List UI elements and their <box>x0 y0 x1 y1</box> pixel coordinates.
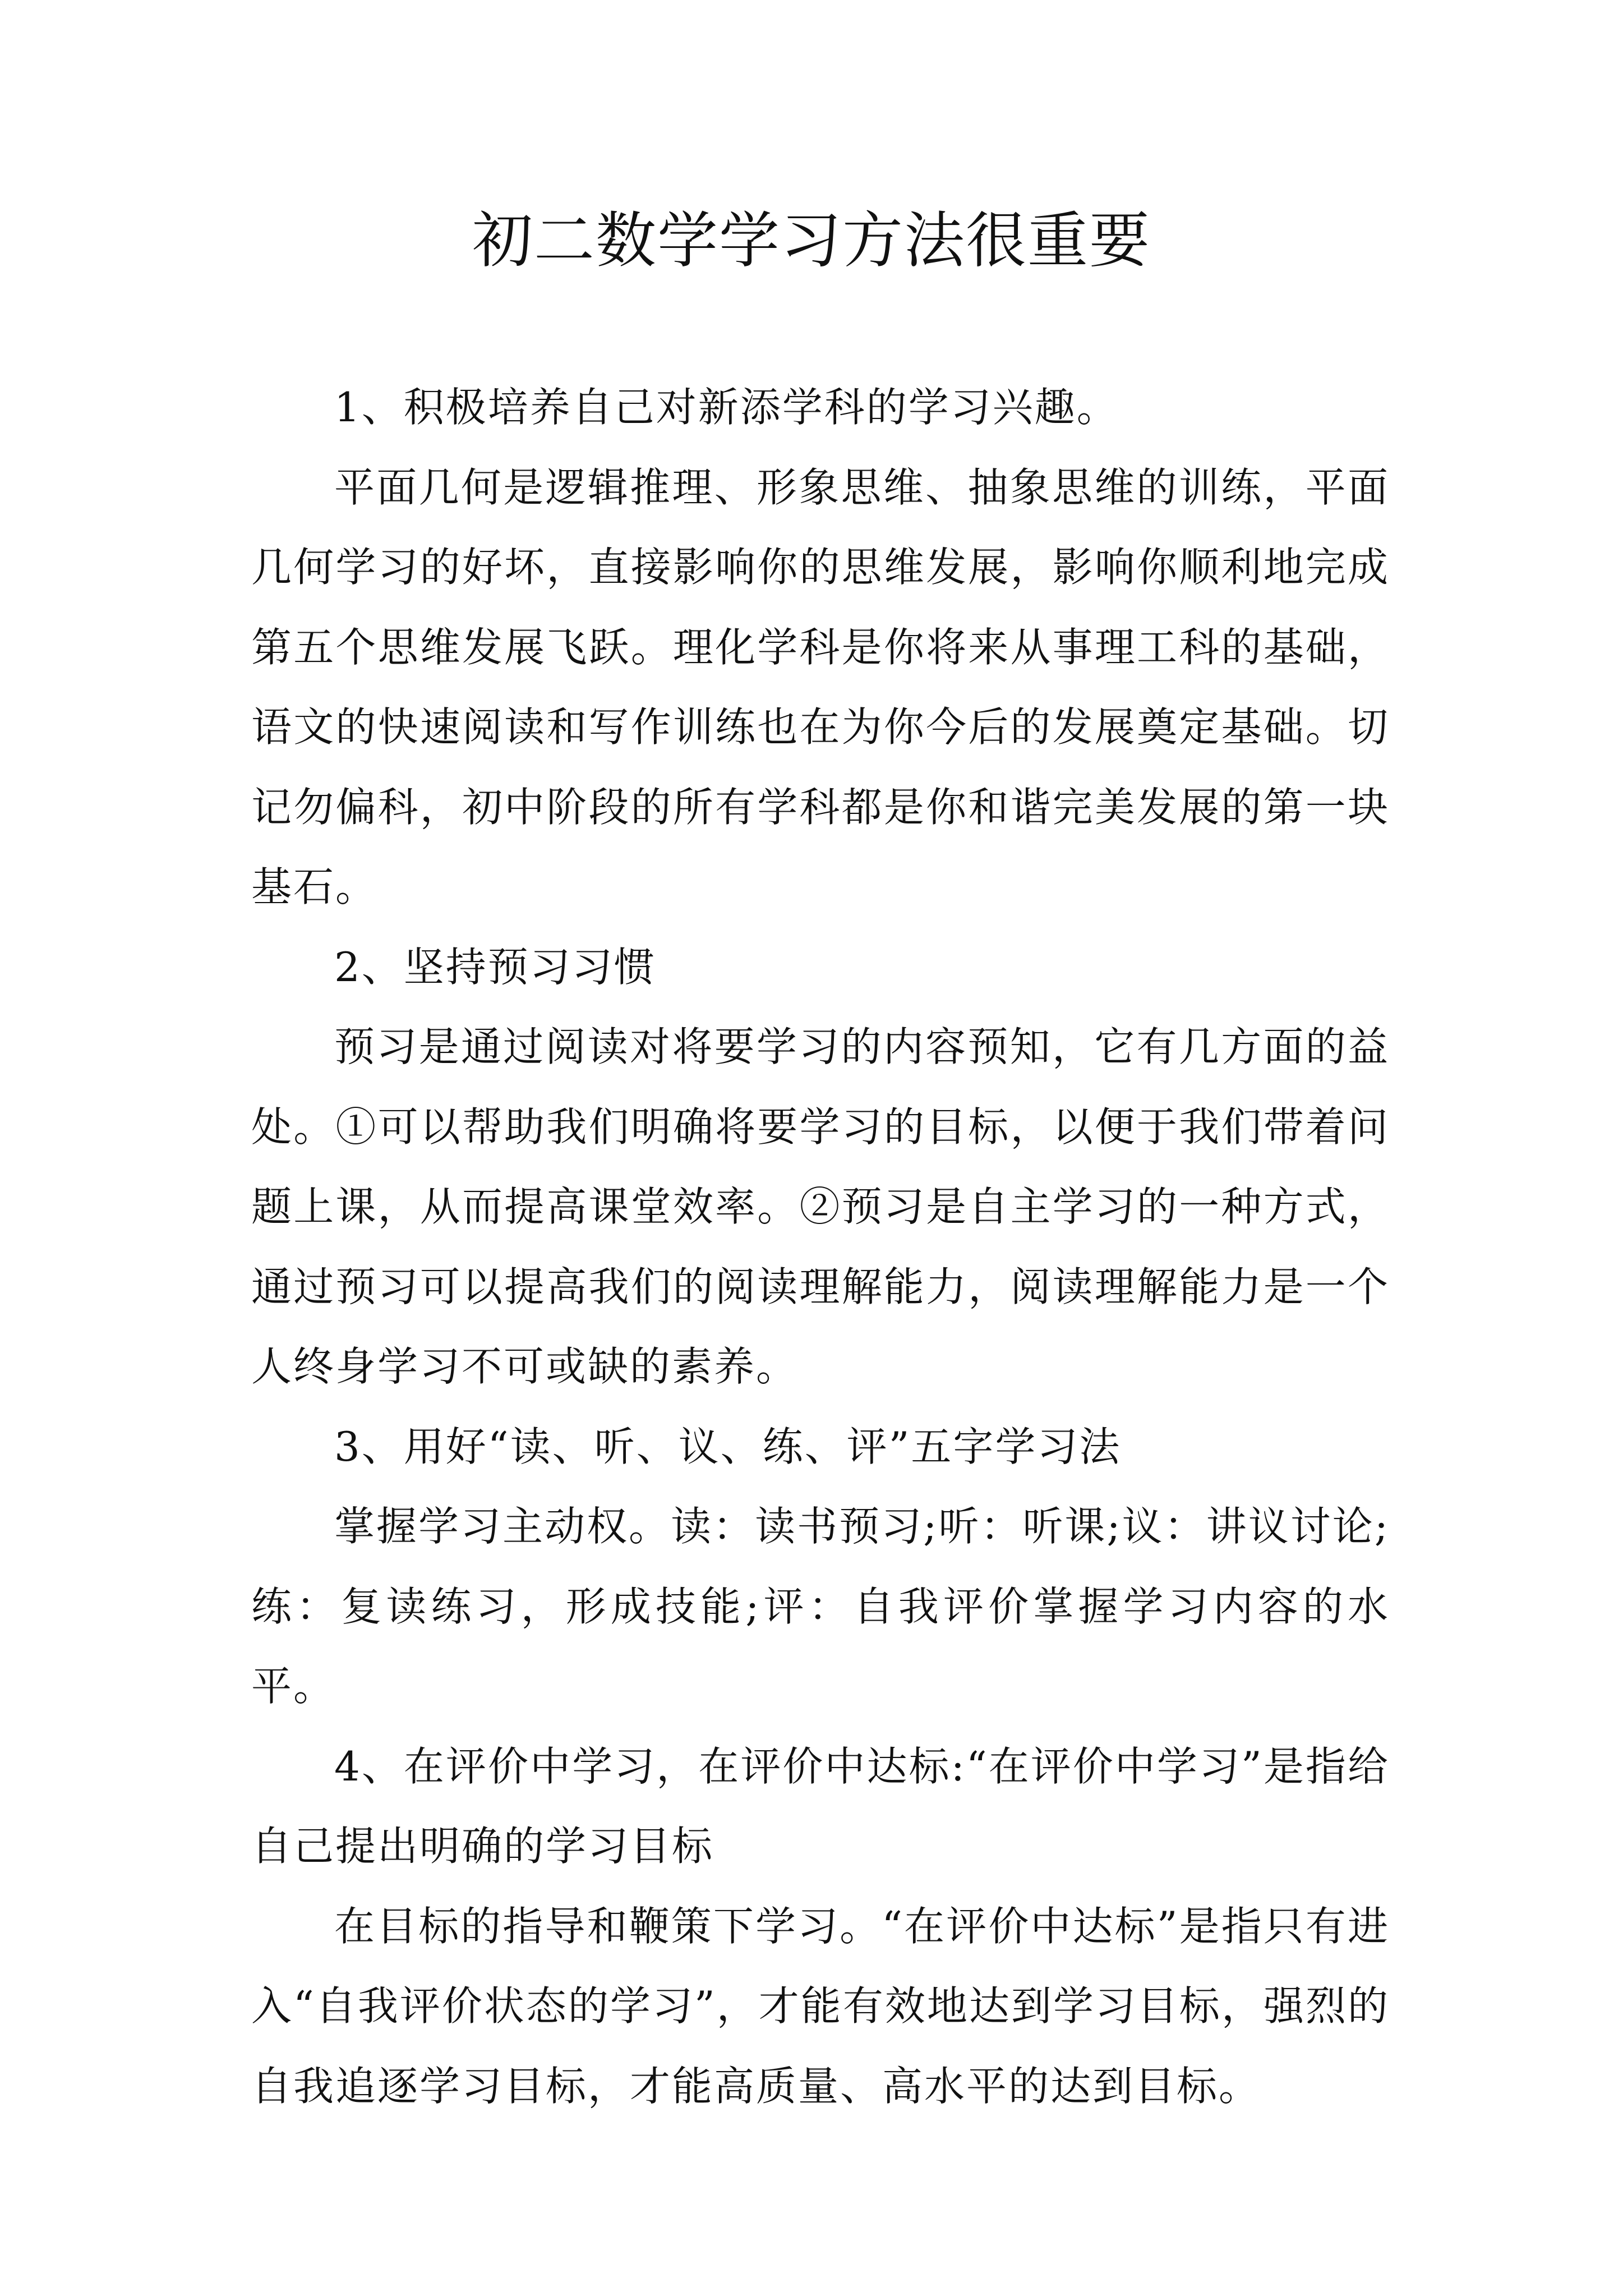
paragraph-3-body: 掌握学习主动权。读：读书预习;听：听课;议：讲议讨论;练：复读练习，形成技能;评：自我评价掌握学习内容的水平。 <box>251 1503 1390 1710</box>
paragraph-4-body: 在目标的指导和鞭策下学习。“在评价中达标”是指只有进入“自我评价状态的学习”，才能有效地达到学习目标，强烈的自我追逐学习目标，才能高质量、高水平的达到目标。 <box>251 1902 1390 2110</box>
paragraph-1-heading: 1、积极培养自己对新添学科的学习兴趣。 <box>334 384 1119 431</box>
paragraph-2-body: 预习是通过阅读对将要学习的内容预知，它有几方面的益处。①可以帮助我们明确将要学习的目标，以便于我们带着问题上课，从而提高课堂效率。②预习是自主学习的一种方式，通过预习可以提高我们的阅读理解能力，阅读理解能力是一个人终身学习不可或缺的素养。 <box>251 1023 1390 1390</box>
paragraph-1-body: 平面几何是逻辑推理、形象思维、抽象思维的训练，平面几何学习的好坏，直接影响你的思维发展，影响你顺利地完成第五个思维发展飞跃。理化学科是你将来从事理工科的基础，语文的快速阅读和写作训练也在为你今后的发展奠定基础。切记勿偏科，初中阶段的所有学科都是你和谐完美发展的第一块基石。 <box>251 463 1390 910</box>
document-body <box>251 367 1390 2126</box>
paragraph-4-heading: 4、在评价中学习，在评价中达标:“在评价中学习”是指给自己提出明确的学习目标 <box>251 1742 1390 1870</box>
paragraph-2-heading: 2、坚持预习习惯 <box>334 943 656 991</box>
document-title: 初二数学学习方法很重要 <box>472 206 1151 276</box>
paragraph-3-heading: 3、用好“读、听、议、练、评”五字学习法 <box>334 1423 1122 1470</box>
